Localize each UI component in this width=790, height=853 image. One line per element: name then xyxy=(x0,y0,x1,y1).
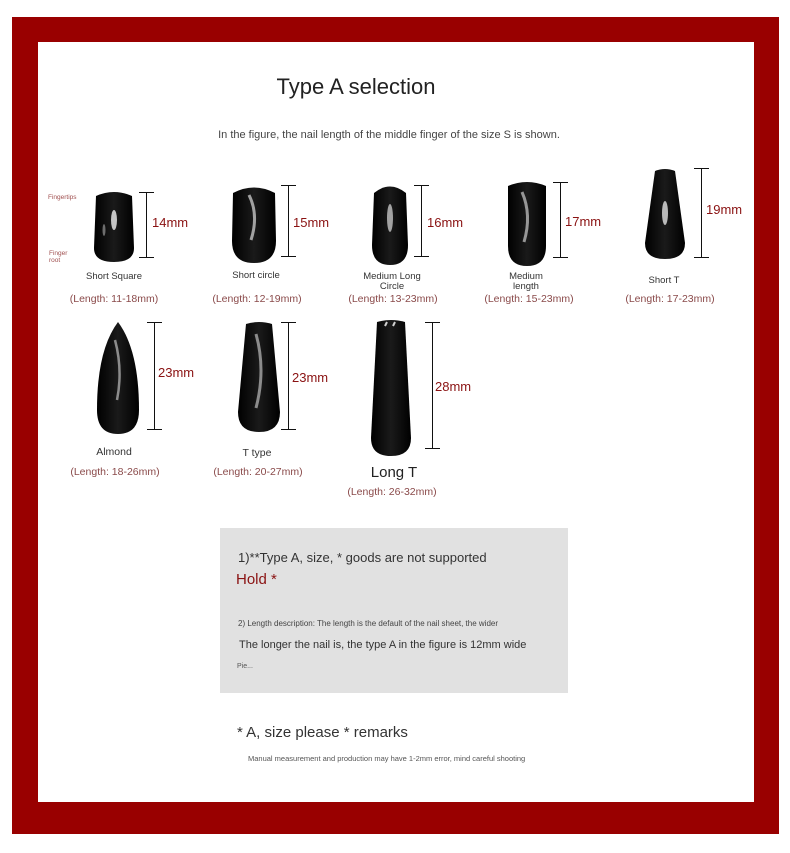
note-line-4: The longer the nail is, the type A in the figure is 12mm wide xyxy=(239,639,527,651)
note-line-2: Hold * xyxy=(236,571,277,588)
name-almond: Almond xyxy=(96,446,132,458)
length-medium-long-circle: (Length: 13-23mm) xyxy=(348,293,438,305)
name-long-t: Long T xyxy=(370,464,418,481)
finger-root-label: Finger root xyxy=(49,250,68,264)
remarks-line-2: Manual measurement and production may have 1-2mm error, mind careful shooting xyxy=(248,754,526,763)
page-title: Type A selection xyxy=(276,74,436,99)
measure-short-square: 14mm xyxy=(152,215,189,230)
name-short-t: Short T xyxy=(648,275,680,286)
length-medium-length: (Length: 15-23mm) xyxy=(484,293,574,305)
nail-short-square xyxy=(90,190,138,264)
name-t-type: T type xyxy=(242,447,272,459)
nail-medium-length xyxy=(504,180,550,268)
length-short-circle: (Length: 12-19mm) xyxy=(212,293,302,305)
measure-almond: 23mm xyxy=(158,365,195,380)
remarks-line-1: * A, size please * remarks xyxy=(237,724,408,741)
measure-short-t: 19mm xyxy=(706,202,743,217)
nail-short-t xyxy=(641,167,689,261)
note-line-3: 2) Length description: The length is the default of the nail sheet, the wider xyxy=(238,619,499,628)
measure-medium-length: 17mm xyxy=(565,214,602,229)
length-short-t: (Length: 17-23mm) xyxy=(625,293,715,305)
nail-long-t xyxy=(367,318,415,458)
fingertips-label: Fingertips xyxy=(48,194,77,201)
length-long-t: (Length: 26-32mm) xyxy=(347,486,437,498)
nail-short-circle xyxy=(229,185,279,265)
subtitle: In the figure, the nail length of the middle finger of the size S is shown. xyxy=(218,129,560,141)
note-line-1: 1)**Type A, size, * goods are not supported xyxy=(238,550,487,565)
measure-short-circle: 15mm xyxy=(293,215,330,230)
nail-t-type xyxy=(234,320,284,434)
nail-medium-long-circle xyxy=(368,183,412,267)
measure-long-t: 28mm xyxy=(435,379,472,394)
name-medium-long-circle: Medium Long Circle xyxy=(363,271,421,292)
nail-almond xyxy=(93,320,143,436)
name-short-circle: Short circle xyxy=(232,270,280,281)
measure-t-type: 23mm xyxy=(292,370,329,385)
name-short-square: Short Square xyxy=(86,271,142,282)
measure-medium-long-circle: 16mm xyxy=(427,215,464,230)
length-short-square: (Length: 11-18mm) xyxy=(69,293,159,305)
length-t-type: (Length: 20-27mm) xyxy=(213,466,303,478)
name-medium-length: Medium length xyxy=(509,271,543,292)
note-line-5: Pie... xyxy=(237,663,253,670)
length-almond: (Length: 18-26mm) xyxy=(70,466,160,478)
